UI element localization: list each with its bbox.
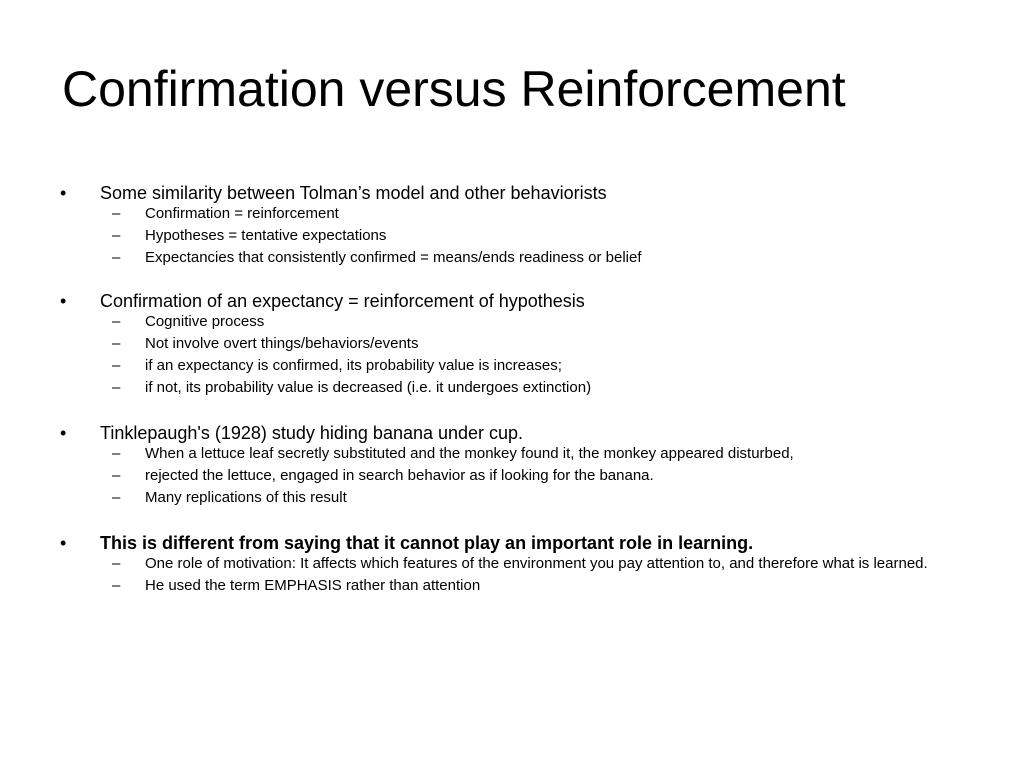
bullet-item (60, 181, 960, 205)
dash-glyph: – (112, 335, 121, 352)
dash-glyph: – (112, 489, 121, 506)
sub-item-text: Cognitive process (145, 313, 265, 330)
sub-list (60, 555, 960, 595)
sub-item (60, 577, 960, 595)
sub-item (60, 227, 960, 245)
dash-glyph: – (112, 555, 121, 572)
sub-item-text: He used the term EMPHASIS rather than attention (145, 577, 481, 594)
bullet-text-emphasis: This is different from saying that it cannot play an important role in learning. (100, 533, 754, 553)
sub-item (60, 249, 960, 267)
sub-item (60, 379, 960, 397)
sub-item (60, 467, 960, 485)
dash-glyph: – (112, 205, 121, 222)
dash-glyph: – (112, 577, 121, 594)
sub-item-text: Hypotheses = tentative expectations (145, 227, 387, 244)
sub-item (60, 357, 960, 375)
sub-item (60, 489, 960, 507)
bullet-text: Confirmation of an expectancy = reinforcement of hypothesis (100, 291, 585, 311)
bullet-glyph: • (60, 423, 67, 443)
sub-item-text: When a lettuce leaf secretly substituted and the monkey found it, the monkey appeared disturbed, (145, 445, 794, 462)
slide-content (60, 181, 960, 617)
sub-list (60, 313, 960, 397)
sub-item-text: if not, its probability value is decreased (i.e. it undergoes extinction) (145, 379, 592, 396)
bullet-item (60, 421, 960, 445)
sub-item (60, 335, 960, 353)
bullet-group (60, 421, 960, 507)
sub-item (60, 555, 960, 573)
dash-glyph: – (112, 379, 121, 396)
dash-glyph: – (112, 227, 121, 244)
bullet-glyph: • (60, 533, 67, 553)
sub-list (60, 205, 960, 267)
bullet-glyph: • (60, 183, 67, 203)
bullet-item (60, 289, 960, 313)
sub-item (60, 205, 960, 223)
sub-item (60, 445, 960, 463)
sub-item-text: Confirmation = reinforcement (145, 205, 339, 222)
bullet-text: Tinklepaugh's (1928) study hiding banana under cup. (100, 423, 524, 443)
sub-item-text: Many replications of this result (145, 489, 347, 506)
dash-glyph: – (112, 467, 121, 484)
bullet-group (60, 181, 960, 267)
sub-item (60, 313, 960, 331)
bullet-group (60, 531, 960, 595)
bullet-glyph: • (60, 291, 67, 311)
dash-glyph: – (112, 249, 121, 266)
sub-item-text: One role of motivation: It affects which features of the environment you pay attention to, and therefore what is learned. (145, 555, 928, 572)
sub-item-text: Expectancies that consistently confirmed = means/ends readiness or belief (145, 249, 642, 266)
dash-glyph: – (112, 445, 121, 462)
sub-list (60, 445, 960, 507)
bullet-item (60, 531, 960, 555)
sub-item-text: rejected the lettuce, engaged in search behavior as if looking for the banana. (145, 467, 654, 484)
bullet-text: Some similarity between Tolman’s model and other behaviorists (100, 183, 607, 203)
bullet-group (60, 289, 960, 397)
dash-glyph: – (112, 357, 121, 374)
dash-glyph: – (112, 313, 121, 330)
sub-item-text: Not involve overt things/behaviors/events (145, 335, 419, 352)
slide-title: Confirmation versus Reinforcement (62, 61, 846, 117)
sub-item-text: if an expectancy is confirmed, its probability value is increases; (145, 357, 562, 374)
